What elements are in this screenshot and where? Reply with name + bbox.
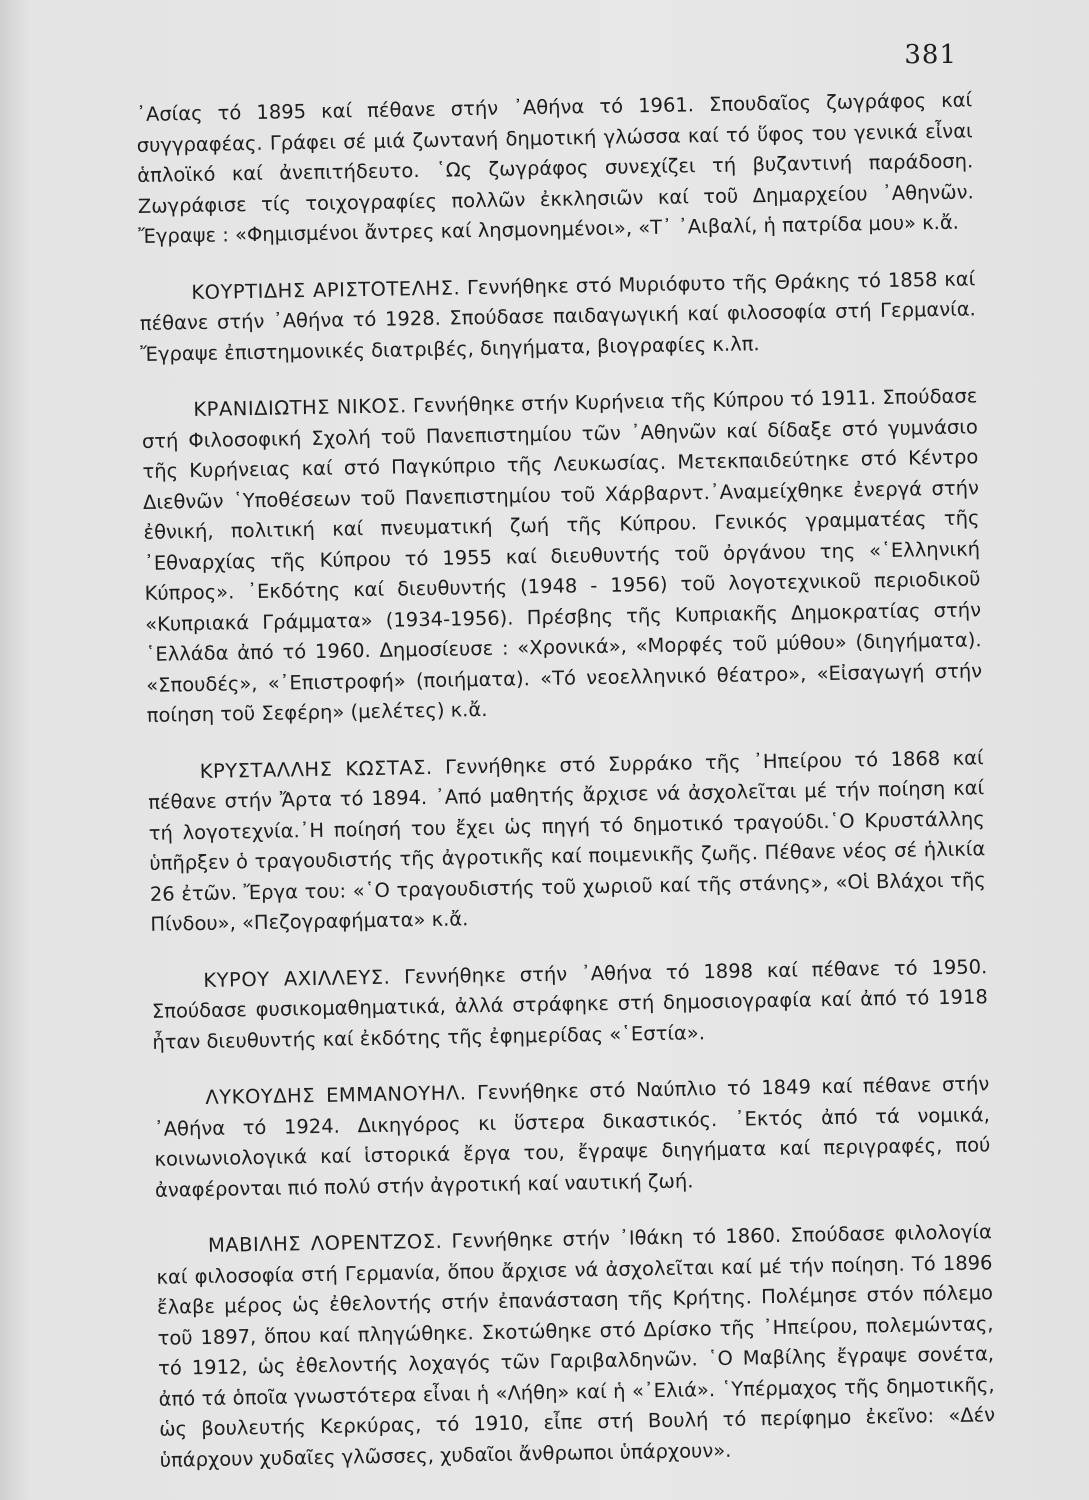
entry-kyrou [151, 952, 988, 1058]
entry-text: ᾿Ασίας τό 1895 καί πέθανε στήν ᾿Αθήνα τό 1961. Σπουδαῖος ζωγράφος καί συγγραφέας. Γράφει σέ μιά ζωντανή δημοτική γλώσσα καί τό ὕφος του γενικά εἶναι ἁπλοϊκό καί ἀνεπιτήδευτο. ῾Ως ζωγράφος συνεχίζει τή βυζαντινή παράδοση. Ζωγράφισε τίς τοιχογραφίες πολλῶν ἐκκλησιῶν καί τοῦ Δημαρχείου ᾿Αθηνῶν. Ἔγραψε : «Φημισμένοι ἄντρες καί λησμονημένοι», «Τ᾿ ᾿Αιβαλί, ἡ πατρίδα μου» κ.ἄ. [136, 88, 974, 248]
entry-mavilis [156, 1217, 996, 1476]
entry-name: ΚΥΡΟΥ ΑΧΙΛΛΕΥΣ. [203, 965, 391, 992]
entry-name: ΛΥΚΟΥΔΗΣ ΕΜΜΑΝΟΥΗΛ. [205, 1081, 467, 1109]
page-number: 381 [904, 40, 957, 70]
entry-text: Γεννήθηκε στό Συρράκο τῆς ᾿Ηπείρου τό 1868 καί πέθανε στήν Ἄρτα τό 1894. ᾿Από μαθητής ἄρχισε νά ἀσχολεῖται μέ τήν ποίηση καί τή λογοτεχνία.᾿Η ποίησή του ἔχει ὡς πηγή τό δημοτικό τραγούδι.῾Ο Κρυστάλλης ὑπῆρξεν ὁ τραγουδιστής τῆς ἀγροτικῆς καί ποιμενικῆς ζωῆς. Πέθανε νέος σέ ἡλικία 26 ἐτῶν. Ἔργα του: «῾Ο τραγουδιστής τοῦ χωριοῦ καί τῆς στάνης», «Οἱ Βλάχοι τῆς Πίνδου», «Πεζογραφήματα» κ.ἄ. [148, 745, 986, 936]
entry-name: ΜΑΒΙΛΗΣ ΛΟΡΕΝΤΖΟΣ. [207, 1229, 443, 1257]
entry-text: Γεννήθηκε στήν ᾿Αθήνα τό 1898 καί πέθανε τό 1950. Σπούδασε φυσικομαθηματικά, ἀλλά στράφηκε στή δημοσιογραφία καί ἀπό τό 1918 ἦταν διευθυντής καί ἐκδότης τῆς ἐφημερίδας «῾Εστία». [151, 954, 988, 1054]
page-body [136, 85, 996, 1500]
entry-text: Γεννήθηκε στό Μυριόφυτο τῆς Θράκης τό 1858 καί πέθανε στήν ᾿Αθήνα τό 1928. Σπούδασε παιδαγωγική καί φιλοσοφία στή Γερμανία. Ἔγραψε ἐπιστημονικές διατριβές, διηγήματα, βιογραφίες κ.λπ. [139, 266, 976, 366]
entry-kourtidis [139, 264, 976, 370]
entry-text: Γεννήθηκε στήν Κυρήνεια τῆς Κύπρου τό 1911. Σπούδασε στή Φιλοσοφική Σχολή τοῦ Πανεπιστημίου τῶν ᾿Αθηνῶν καί δίδαξε στό γυμνάσιο τῆς Κυρήνειας καί στό Παγκύπριο τῆς Λευκωσίας. Μετεκπαιδεύτηκε στό Κέντρο Διεθνῶν ῾Υποθέσεων τοῦ Πανεπιστημίου τοῦ Χάρβαρντ.᾿Αναμείχθηκε ἐνεργά στήν ἐθνική, πολιτική καί πνευματική ζωή τῆς Κύπρου. Γενικός γραμματέας τῆς ᾿Εθναρχίας τῆς Κύπρου τό 1955 καί διευθυντής τοῦ ὀργάνου της «῾Ελληνική Κύπρος». ᾿Εκδότης καί διευθυντής (1948 - 1956) τοῦ λογοτεχνικοῦ περιοδικοῦ «Κυπριακά Γράμματα» (1934-1956). Πρέσβης τῆς Κυπριακῆς Δημοκρατίας στήν ῾Ελλάδα ἀπό τό 1960. Δημοσίευσε : «Χρονικά», «Μορφές τοῦ μύθου» (διηγήματα). «Σπουδές», «᾿Επιστροφή» (ποιήματα). «Τό νεοελληνικό θέατρο», «Εἰσαγωγή στήν ποίηση τοῦ Σεφέρη» (μελέτες) κ.ἄ. [141, 384, 983, 727]
entry-krystallis [147, 743, 986, 941]
entry-name: ΚΟΥΡΤΙΔΗΣ ΑΡΙΣΤΟΤΕΛΗΣ. [191, 275, 461, 304]
entry-name: ΚΡΥΣΤΑΛΛΗΣ ΚΩΣΤΑΣ. [199, 755, 433, 783]
entry-text: Γεννήθηκε στήν ᾿Ιθάκη τό 1860. Σπούδασε φιλολογία καί φιλοσοφία στή Γερμανία, ὅπου ἄρχισε νά ἀσχολεῖται καί μέ τήν ποίηση. Τό 1896 ἔλαβε μέρος ὡς ἐθελοντής στήν ἐπανάσταση τῆς Κρήτης. Πολέμησε στόν πόλεμο τοῦ 1897, ὅπου καί πληγώθηκε. Σκοτώθηκε στό Δρίσκο τῆς ᾿Ηπείρου, πολεμώντας, τό 1912, ὡς ἐθελοντής λοχαγός τῶν Γαριβαλδηνῶν. ῾Ο Μαβίλης ἔγραψε σονέτα, ἀπό τά ὁποῖα γνωστότερα εἶναι ἡ «Λήθη» καί ἡ «᾿Ελιά». ῾Υπέρμαχος τῆς δημοτικῆς, ὡς βουλευτής Κερκύρας, τό 1910, εἶπε στή Βουλή τό περίφημο ἐκεῖνο: «Δέν ὑπάρχουν χυδαῖες γλῶσσες, χυδαῖοι ἄνθρωποι ὑπάρχουν». [156, 1220, 996, 1472]
entry-name: ΚΡΑΝΙΔΙΩΤΗΣ ΝΙΚΟΣ. [193, 394, 407, 422]
entry-kranidiotis [141, 381, 983, 731]
entry-text: Γεννήθηκε στό Ναύπλιο τό 1849 καί πέθανε στήν ᾿Αθήνα τό 1924. Δικηγόρος κι ὕστερα δικαστικός. ᾿Εκτός ἀπό τά νομικά, κοινωνιολογικά καί ἱστορικά ἔργα του, ἔγραψε διηγήματα καί περιγραφές, πού ἀναφέρονται πιό πολύ στήν ἀγροτική καί ναυτική ζωή. [153, 1072, 991, 1202]
entry-continuation [136, 85, 975, 252]
entry-lykoudis [153, 1069, 991, 1206]
